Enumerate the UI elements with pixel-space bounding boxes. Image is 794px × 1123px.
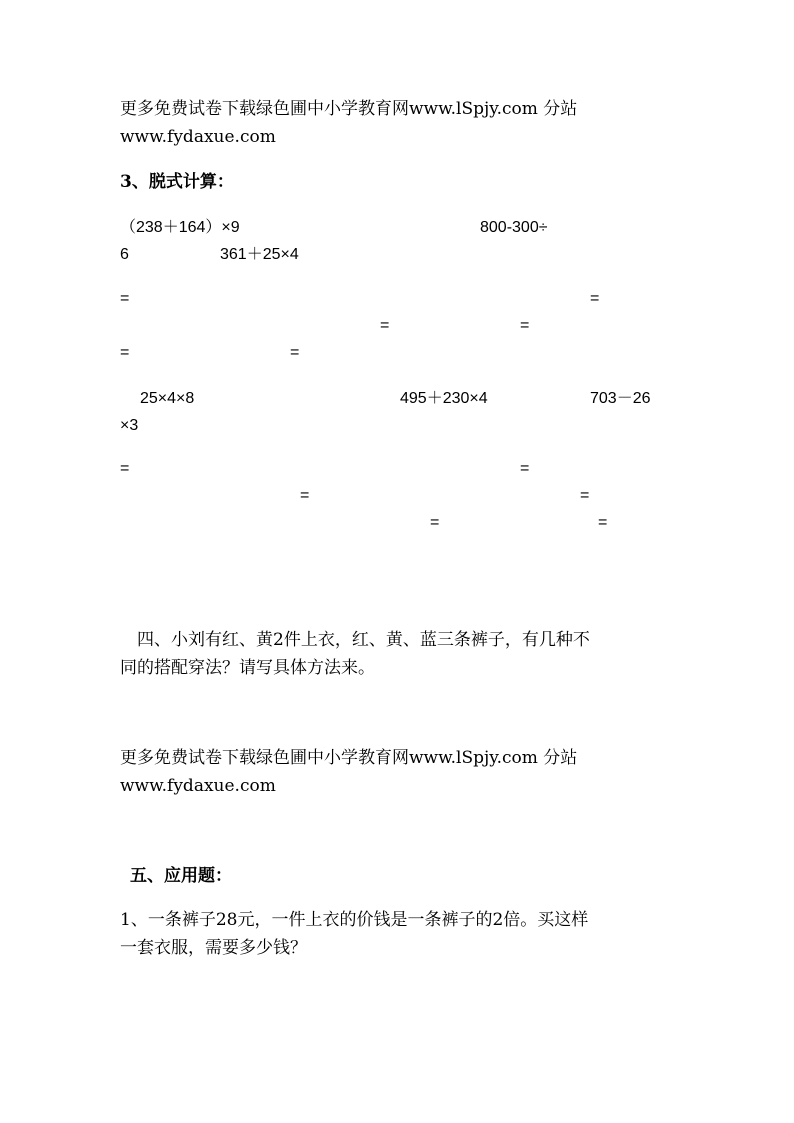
- equals-sign: =: [520, 460, 530, 477]
- section-4-question-line-1: 四、小刘有红、黄2件上衣，红、黄、蓝三条裤子，有几种不: [137, 630, 590, 650]
- equals-sign: =: [300, 487, 310, 504]
- question-1-line-1: 1、一条裤子28元，一件上衣的价钱是一条裤子的2倍。买这样: [120, 910, 589, 930]
- watermark-line-1: 更多免费试卷下载绿色圃中小学教育网www.lSpjy.com 分站: [120, 748, 578, 768]
- watermark-line-2: www.fydaxue.com: [120, 127, 276, 147]
- expression-2-part-2: 6: [120, 246, 129, 263]
- equals-sign: =: [120, 290, 130, 307]
- equals-sign: =: [598, 514, 608, 531]
- watermark-line-1: 更多免费试卷下载绿色圃中小学教育网www.lSpjy.com 分站: [120, 99, 578, 119]
- section-5-title: 五、应用题：: [130, 866, 232, 886]
- equals-sign: =: [120, 460, 130, 477]
- expression-4: 25×4×8: [140, 390, 195, 407]
- equals-sign: =: [520, 317, 530, 334]
- equals-sign: =: [590, 290, 600, 307]
- question-1-line-2: 一套衣服，需要多少钱？: [120, 938, 307, 958]
- equals-sign: =: [120, 344, 130, 361]
- expression-3: 361＋25×4: [220, 246, 299, 263]
- equals-sign: =: [430, 514, 440, 531]
- equals-sign: =: [580, 487, 590, 504]
- expression-6-part-1: 703－26: [590, 390, 651, 407]
- expression-1: （238＋164）×9: [120, 219, 240, 236]
- equals-sign: =: [380, 317, 390, 334]
- watermark-line-2: www.fydaxue.com: [120, 776, 276, 796]
- expression-2-part-1: 800-300÷: [480, 219, 548, 236]
- section-4-question-line-2: 同的搭配穿法？请写具体方法来。: [120, 658, 375, 678]
- section-3-title: 3、脱式计算：: [120, 172, 234, 192]
- expression-6-part-2: ×3: [120, 417, 139, 434]
- expression-5: 495＋230×4: [400, 390, 488, 407]
- equals-sign: =: [290, 344, 300, 361]
